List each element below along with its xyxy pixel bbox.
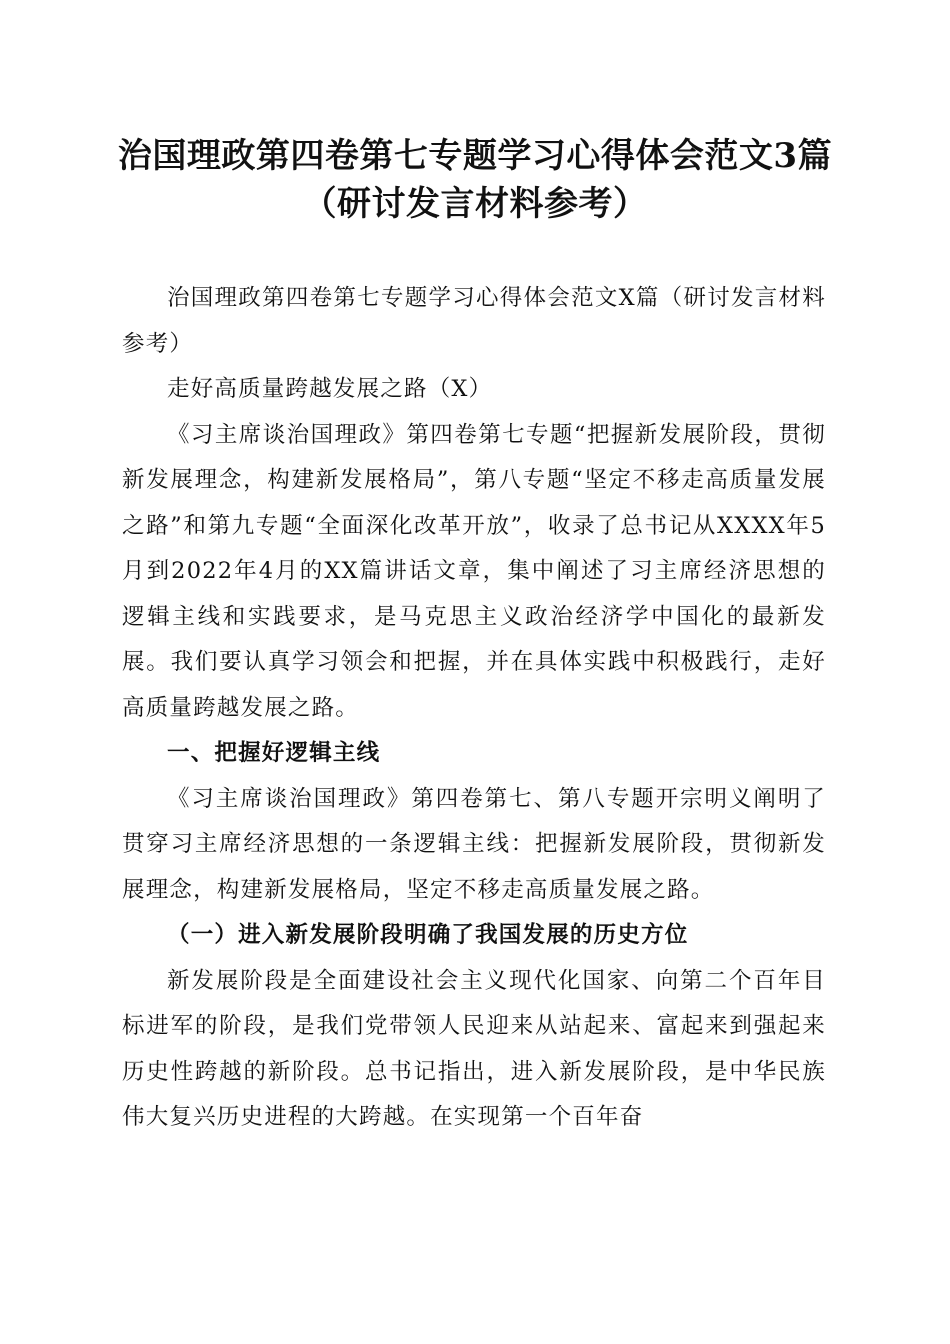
subtitle-paragraph: 治国理政第四卷第七专题学习心得体会范文X篇（研讨发言材料参考）: [122, 285, 826, 357]
subsection-1-paragraph: 新发展阶段是全面建设社会主义现代化国家、向第二个百年目标进军的阶段，是我们党带领人民迎来从站起来、富起来到强起来历史性跨越的新阶段。总书记指出，进入新发展阶段，是中华民族伟大复兴历史进程的大跨越。在实现第一个百年奋: [122, 967, 826, 1130]
section-heading-1: 一、把握好逻辑主线: [167, 740, 381, 766]
intro-paragraph: 《习主席谈治国理政》第四卷第七专题“把握新发展阶段，贯彻新发展理念，构建新发展格局”，第八专题“坚定不移走高质量发展之路”和第九专题“全面深化改革开放”，收录了总书记从XXXX年5月到2022年4月的XX篇讲话文章，集中阐述了习主席经济思想的逻辑主线和实践要求，是马克思主义政治经济学中国化的最新发展。我们要认真学习领会和把握，并在具体实践中积极践行，走好高质量跨越发展之路。: [122, 421, 826, 721]
document-title: 治国理政第四卷第七专题学习心得体会范文3篇（研讨发言材料参考）: [117, 136, 833, 224]
document-body: [122, 276, 826, 1141]
section-1-paragraph: 《习主席谈治国理政》第四卷第七、第八专题开宗明义阐明了贯穿习主席经济思想的一条逻辑主线：把握新发展阶段，贯彻新发展理念，构建新发展格局，坚定不移走高质量发展之路。: [122, 785, 826, 903]
subsection-heading-1: （一）进入新发展阶段明确了我国发展的历史方位: [167, 922, 689, 948]
article-heading: 走好高质量跨越发展之路（X）: [167, 376, 493, 402]
